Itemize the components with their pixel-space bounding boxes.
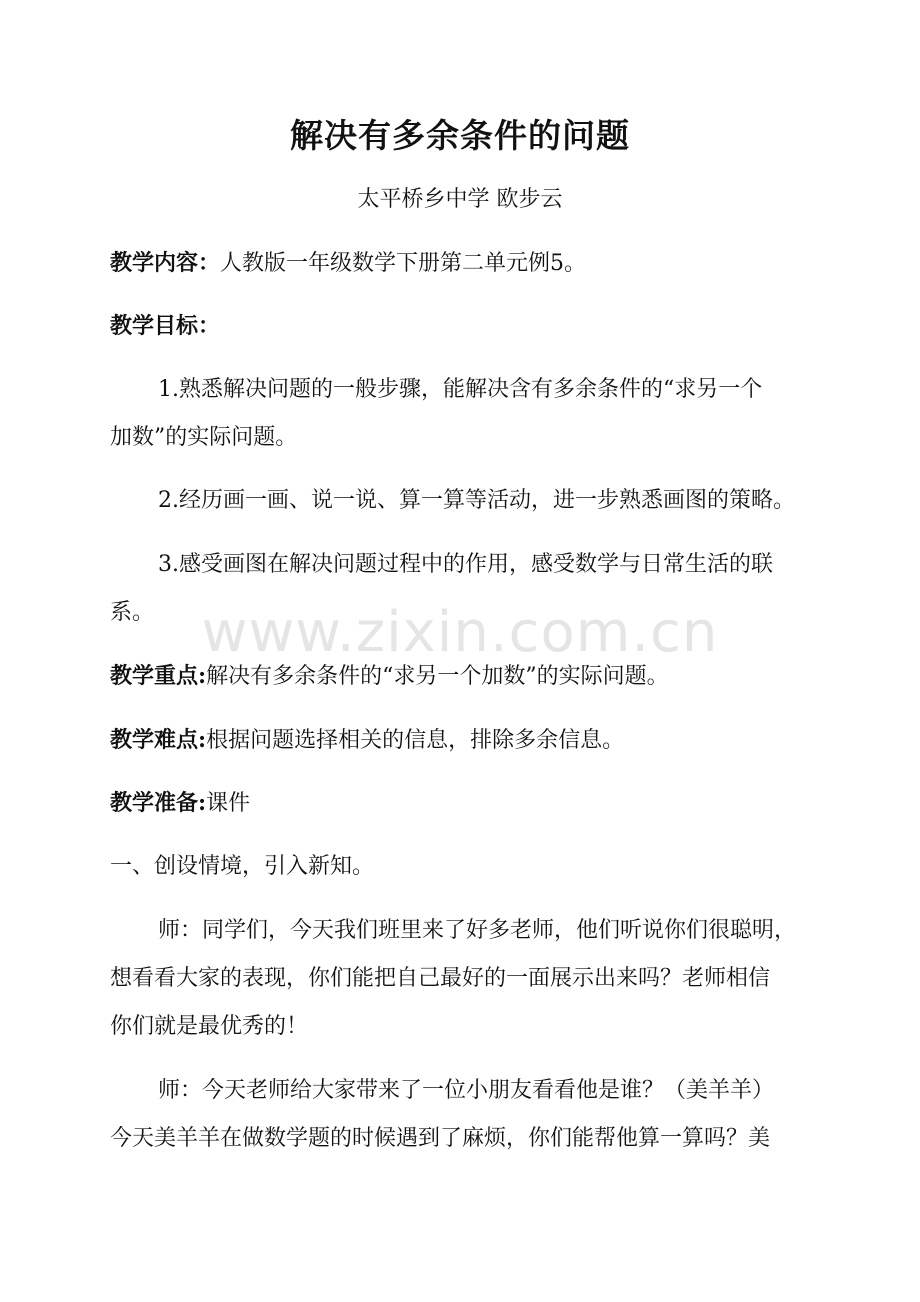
teaching-objectives-label: 教学目标： xyxy=(110,313,221,339)
teaching-key-point xyxy=(110,662,825,691)
objective-1-line-2: 加数”的实际问题。 xyxy=(110,425,298,450)
document-author: 太平桥乡中学 欧步云 xyxy=(357,187,563,212)
key-point-label: 教学重点: xyxy=(110,663,207,689)
objective-3-line-1: 3.感受画图在解决问题过程中的作用，感受数学与日常生活的联 xyxy=(158,552,773,577)
document-title: 解决有多余条件的问题 xyxy=(290,116,630,155)
paragraph-1-line-1: 师：同学们，今天我们班里来了好多老师，他们听说你们很聪明， xyxy=(158,918,797,943)
difficulty-text: 根据问题选择相关的信息，排除多余信息。 xyxy=(206,728,625,753)
objective-1-line-1: 1.熟悉解决问题的一般步骤，能解决含有多余条件的“求另一个 xyxy=(158,377,763,402)
paragraph-2-line-2: 今天美羊羊在做数学题的时候遇到了麻烦，你们能帮他算一算吗？美 xyxy=(110,1126,771,1151)
paragraph-1-line-3: 你们就是最优秀的！ xyxy=(110,1014,309,1039)
objective-3-line-2: 系。 xyxy=(110,600,155,625)
teaching-preparation xyxy=(110,789,825,818)
watermark: www.zixin.com.cn xyxy=(201,600,719,665)
teaching-content xyxy=(110,249,825,278)
objective-2: 2.经历画一画、说一说、算一算等活动，进一步熟悉画图的策略。 xyxy=(158,488,795,513)
key-point-text: 解决有多余条件的“求另一个加数”的实际问题。 xyxy=(206,664,669,689)
teaching-content-label: 教学内容： xyxy=(110,250,221,276)
preparation-text: 课件 xyxy=(206,791,251,816)
teaching-content-text: 人教版一年级数学下册第二单元例5。 xyxy=(220,251,587,276)
difficulty-label: 教学难点: xyxy=(110,727,207,753)
paragraph-2-line-1: 师：今天老师给大家带来了一位小朋友看看他是谁？（美羊羊） xyxy=(158,1078,775,1103)
teaching-objectives-heading xyxy=(110,312,825,341)
section-1-heading: 一、创设情境，引入新知。 xyxy=(110,854,375,879)
preparation-label: 教学准备: xyxy=(110,790,207,816)
teaching-difficulty xyxy=(110,726,825,755)
paragraph-1-line-2: 想看看大家的表现，你们能把自己最好的一面展示出来吗？老师相信 xyxy=(110,966,771,991)
